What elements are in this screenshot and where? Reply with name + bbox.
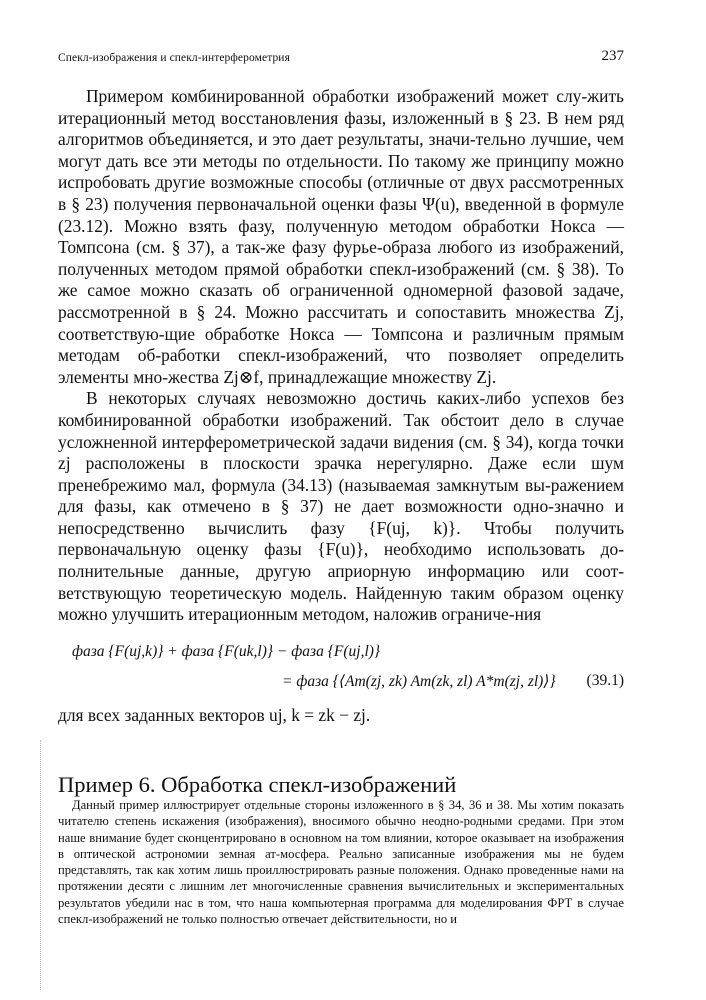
after-formula-text: для всех заданных векторов uj, k = zk − zj.	[58, 705, 371, 725]
formula-number: (39.1)	[586, 672, 624, 689]
page-number: 237	[601, 48, 624, 64]
running-header-title: Спекл-изображения и спекл-интерферометрия	[58, 52, 290, 64]
margin-divider	[40, 740, 41, 990]
section-heading: Пример 6. Обработка спекл-изображений	[58, 771, 457, 797]
main-body-text	[58, 86, 624, 626]
formula-line-2: = фаза {⟨Am(zj, zk) Am(zk, zl) A*m(zj, zl)⟩}	[282, 673, 556, 690]
paragraph-combined-processing: Примером комбинированной обработки изображений может слу-жить итерационный метод восстановления фазы, изложенный в § 23. В нем ряд алгоритмов объединяется, и это дает результаты, значи-тельно лучшие, чем могут дать все эти методы по отдельности. По такому же принципу можно испробовать другие возможные способы (отличные от двух рассмотренных в § 23) получения первоначальной оценки фазы Ψ(u), введенной в формуле (23.12). Можно взять фазу, полученную методом обработки Нокса — Томпсона (см. § 37), а так-же фазу фурье-образа любого из изображений, полученных методом прямой обработки спекл-изображений (см. § 38). То же самое можно сказать об ограниченной одномерной фазовой задаче, рассмотренной в § 24. Можно рассчитать и сопоставить множества Zj, соответствую-щие обработке Нокса — Томпсона и различным прямым методам об-работки спекл-изображений, что позволяет определить элементы мно-жества Zj⊗f, принадлежащие множеству Zj.	[58, 86, 624, 387]
paragraph-irregular-points: В некоторых случаях невозможно достичь каких-либо успехов без комбинированной обработки изображений. Так обстоит дело в случае усложненной интерферометрической задачи видения (см. § 34), когда точки zj расположены в плоскости зрачка нерегулярно. Даже если шум пренебрежимо мал, формула (34.13) (называемая замкнутым вы-ражением для фазы, как отмечено в § 37) не дает возможности одно-значно и непосредственно вычислить фазу {F(uj, k)}. Чтобы получить первоначальную оценку фазы {F(u)}, необходимо использовать до-полнительные данные, другую априорную информацию или соот-ветствующую теоретическую модель. Найденную таким образом оценку можно улучшить итерационным методом, наложив ограниче-ния	[58, 388, 624, 625]
running-header	[58, 48, 624, 68]
example-paragraph: Данный пример иллюстрирует отдельные стороны изложенного в § 34, 36 и 38. Мы хотим показать читателю степень искажения (изображения), вносимого обычно неодно-родными средами. При этом наше внимание будет сконцентрировано в основном на том влиянии, которое оказывает на изображения в оптической астрономии земная ат-мосфера. Реально записанные изображения мы не будем представлять, так как хотим лишь проиллюстрировать разные положения. Однако проведенные нами на протяжении десяти с лишним лет многочисленные сравнения вычислительных и экспериментальных результатов убедили нас в том, что наша компьютерная программа для моделирования ФРТ в случае спекл-изображений не только полностью отвечает действительности, но и	[58, 798, 624, 927]
formula-39-1	[58, 643, 624, 695]
example-text	[58, 797, 624, 927]
formula-line-1: фаза {F(uj,k)} + фаза {F(uk,l)} − фаза {F(uj,l)}	[72, 643, 381, 660]
